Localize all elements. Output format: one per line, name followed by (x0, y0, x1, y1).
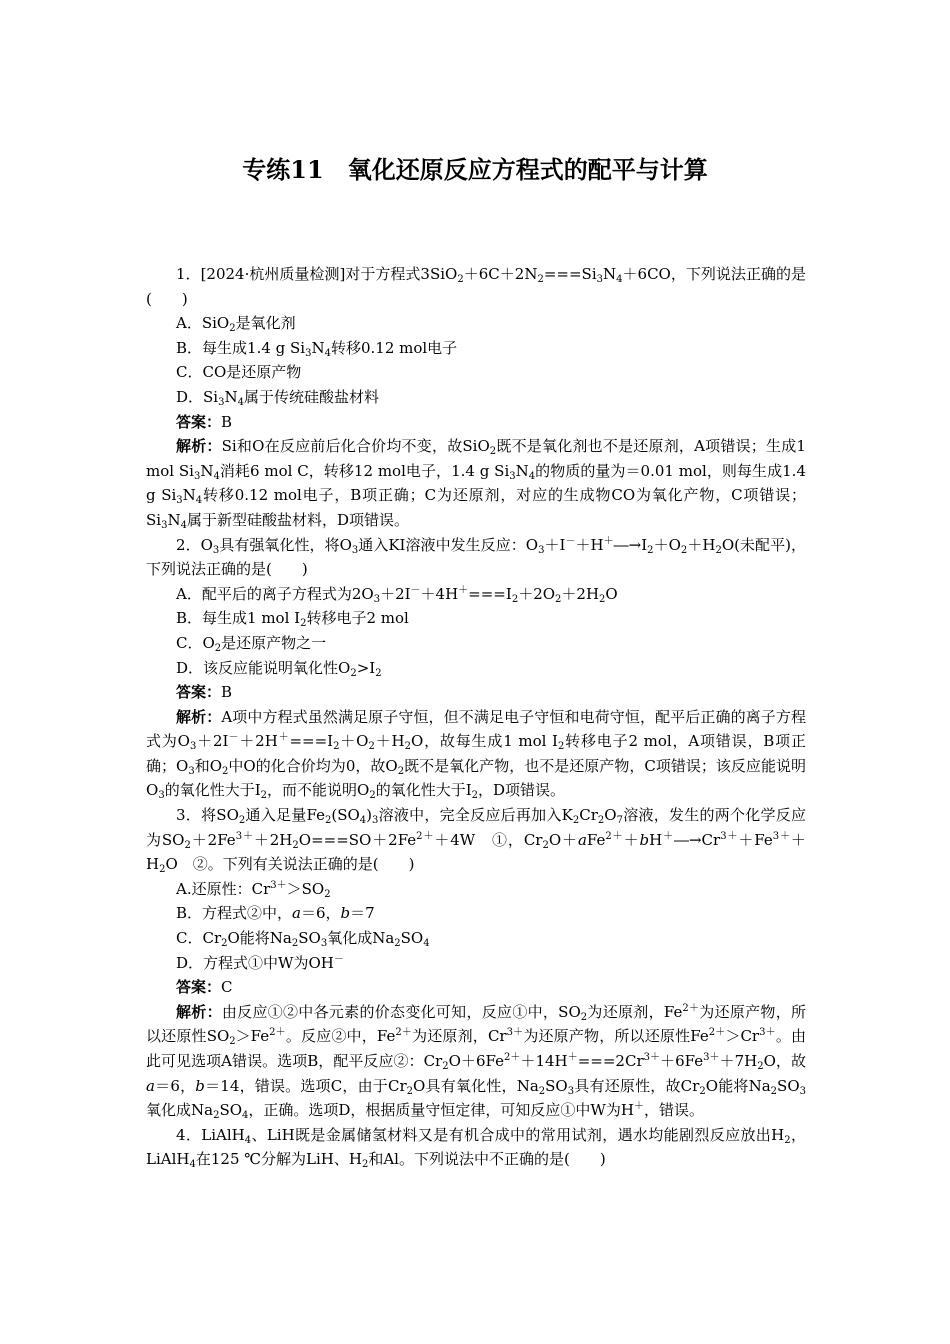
question-2-option-c: C．$O_2$是还原产物之一 (176, 633, 327, 654)
question-3-option-d: D．方程式①中W为OH－ (176, 953, 344, 972)
question-1-option-b: B．每生成1.4 g $Si_3N_4$转移0.12 mol电子 (176, 338, 458, 359)
question-2-stem: 2．$O_3$具有强氧化性，将$O_3$通入KI溶液中发生反应：$O_3+I^-+H^+―\to I_2+O_2+H_2O$(未配平)，下列说法正确的是( ) (146, 535, 806, 579)
question-2-option-b: B．每生成1 mol $I_2$转移电子2 mol (176, 609, 409, 630)
explanation-label: 解析： (176, 437, 222, 456)
question-2-answer (146, 680, 806, 705)
explanation-label: 解析： (176, 707, 222, 726)
question-3-stem: 3．将$SO_2$通入足量$Fe_2(SO_4)_3$溶液中，完全反应后再加入$K_2Cr_2O_7$溶液，发生的两个化学反应为$SO_2+2Fe^{3+}+2H_2O===SO+2Fe^{2+}+4W$ ①，$Cr_2O+aFe^{2+}+bH^+―\to Cr^{3+}+Fe^{3+}+H_2O$ ②。下列有关说法正确的是( ) (146, 806, 806, 876)
explanation-text: Si和O在反应前后化合价均不变，故SiO$_2$既不是氧化剂也不是还原剂，A项错误；生成1 mol $Si_3N_4$消耗6 mol C，转移12 mol电子，1.4 g $Si_3N_4$的物质的量为＝0.01 mol，则每生成1.4 g $Si_3N_4$转移0.12 mol电子，B项正确；C为还原剂，对应的生成物CO为氧化产物，C项错误；$Si_3N_4$属于新型硅酸盐材料，D项错误。 (146, 437, 806, 531)
question-1-option-a: A．SiO$_2$是氧化剂 (176, 314, 296, 335)
explanation-text: A项中方程式虽然满足原子守恒，但不满足电子守恒和电荷守恒，配平后正确的离子方程式为$O_3+2I^-+2H^+===I_2+O_2+H_2O$，故每生成1 mol $I_2$转移电子2 mol，A项错误，B项正确；$O_3$和$O_2$中O的化合价均为0，故$O_2$既不是氧化产物，也不是还原产物，C项错误；该反应能说明$O_3$的氧化性大于$I_2$，而不能说明$O_2$的氧化性大于$I_2$，D项错误。 (146, 707, 806, 802)
question-3-answer (146, 975, 806, 1000)
question-3-explanation (146, 1000, 806, 1123)
answer-value: C (221, 978, 233, 997)
question-2-option-a: A．配平后的离子方程式为$2O_3+2I^-+4H^+===I_2+2O_2+2H_2O$ (176, 584, 618, 605)
question-1-option-d: D．$Si_3N_4$属于传统硅酸盐材料 (176, 387, 379, 408)
question-3-option-b: B．方程式②中，a＝6，b＝7 (176, 904, 375, 923)
question-2-option-d: D．该反应能说明氧化性$O_2>I_2$ (176, 658, 382, 679)
answer-label: 答案： (176, 978, 222, 997)
page-title: 专练11 氧化还原反应方程式的配平与计算 (242, 155, 708, 184)
question-1-answer (146, 410, 806, 435)
question-1-option-c: C．CO是还原产物 (176, 363, 302, 382)
answer-label: 答案： (176, 412, 222, 431)
answer-value: B (221, 412, 233, 431)
answer-value: B (221, 683, 233, 702)
question-1-explanation (146, 434, 806, 532)
question-4-stem: 4．LiAlH$_4$、LiH既是金属储氢材料又是有机合成中的常用试剂，遇水均能剧烈反应放出$H_2$，LiAlH$_4$在125 ℃分解为LiH、$H_2$和Al。下列说法中不正确的是( ) (146, 1125, 806, 1171)
question-3-option-a: A.还原性：$Cr^{3+}>SO_2$ (176, 879, 331, 900)
question-2-explanation (146, 705, 806, 803)
question-1-stem: 1．[2024·杭州质量检测]对于方程式$3SiO_2+6C+2N_2===Si_3N_4+6CO$，下列说法正确的是( ) (146, 265, 806, 308)
explanation-label: 解析： (176, 1002, 222, 1021)
answer-label: 答案： (176, 683, 222, 702)
question-3-option-c: C．$Cr_2O$能将$Na_2SO_3$氧化成$Na_2SO_4$ (176, 929, 430, 950)
explanation-text: 由反应①②中各元素的价态变化可知，反应①中，$SO_2$为还原剂，$Fe^{2+}$为还原产物，所以还原性$SO_2>Fe^{2+}$。反应②中，$Fe^{2+}$为还原剂，$Cr^{3+}$为还原产物，所以还原性$Fe^{2+}>Cr^{3+}$。由此可见选项A错误。选项B，配平反应②：$Cr_2O+6Fe^{2+}+14H^+===2Cr^{3+}+6Fe^{3+}+7H_2O$，故a＝6，b＝14，错误。选项C，由于$Cr_2O$具有氧化性，$Na_2SO_3$具有还原性，故$Cr_2O$能将$Na_2SO_3$氧化成$Na_2SO_4$，正确。选项D，根据质量守恒定律，可知反应①中W为H＋，错误。 (146, 1002, 806, 1122)
document-body (146, 262, 806, 1172)
